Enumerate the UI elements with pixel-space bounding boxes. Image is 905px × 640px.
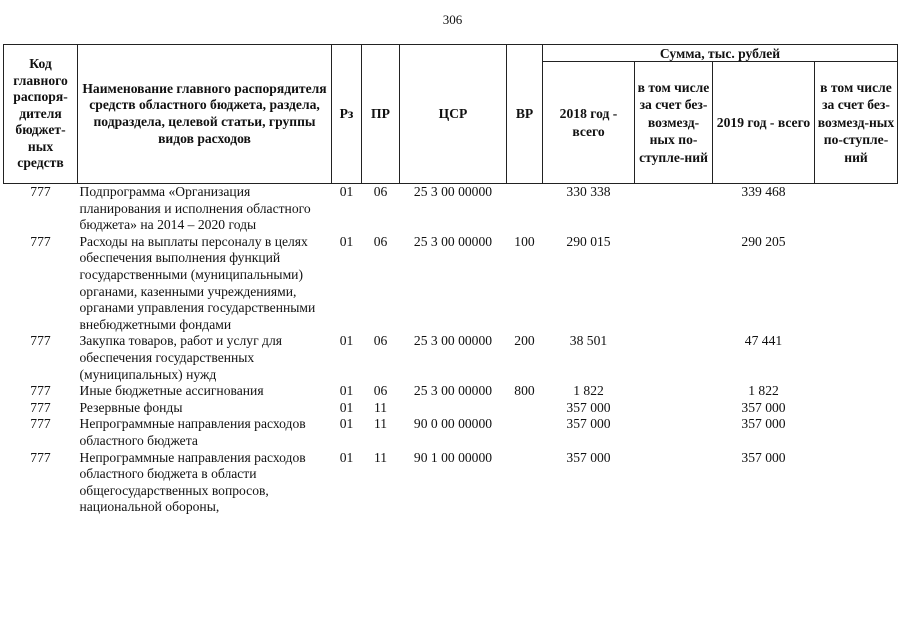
- table-row: [4, 400, 898, 417]
- cell-free-2018: [635, 234, 713, 334]
- cell-pr: 06: [373, 233, 388, 249]
- cell-rz: 01: [339, 333, 354, 349]
- cell-csr: 90 1 00 00000: [413, 449, 493, 465]
- cell-total-2019: 357 000: [741, 416, 786, 432]
- header-rz: Рз: [332, 45, 362, 184]
- table-row: [4, 184, 898, 234]
- header-total-2018: 2018 год - всего: [543, 62, 635, 184]
- header-sum: Сумма, тыс. рублей: [543, 45, 898, 62]
- cell-vr: [507, 184, 543, 234]
- cell-free-2019: [815, 400, 898, 417]
- cell-vr: [507, 416, 543, 449]
- cell-free-2019: [815, 184, 898, 234]
- cell-free-2018: [635, 184, 713, 234]
- cell-csr: [400, 400, 507, 417]
- cell-pr: 11: [373, 449, 388, 465]
- cell-free-2018: [635, 333, 713, 383]
- cell-free-2018: [635, 383, 713, 400]
- header-vr: ВР: [507, 45, 543, 184]
- cell-total-2018: 357 000: [566, 449, 611, 465]
- cell-free-2019: [815, 416, 898, 449]
- cell-total-2019: 339 468: [741, 184, 786, 199]
- cell-free-2018: [635, 450, 713, 516]
- cell-csr: 90 0 00 00000: [413, 416, 493, 432]
- cell-name: Резервные фонды: [79, 399, 183, 415]
- cell-code: 777: [30, 333, 51, 349]
- cell-name: Непрограммные направления расходов областного бюджета: [79, 416, 306, 448]
- cell-code: 777: [30, 383, 51, 399]
- header-csr: ЦСР: [400, 45, 507, 184]
- table-row: [4, 333, 898, 383]
- cell-free-2019: [815, 333, 898, 383]
- header-row: [4, 45, 898, 62]
- header-total-2019: 2019 год - всего: [713, 62, 815, 184]
- cell-name: Непрограммные направления расходов областного бюджета в области общегосударственных вопросов, национальной обороны,: [79, 449, 306, 515]
- cell-free-2018: [635, 400, 713, 417]
- budget-table: [3, 44, 898, 516]
- table-row: [4, 234, 898, 334]
- cell-vr: 800: [514, 383, 535, 399]
- cell-free-2019: [815, 234, 898, 334]
- cell-total-2018: 330 338: [566, 184, 611, 199]
- cell-vr: [507, 400, 543, 417]
- cell-total-2018: 357 000: [566, 416, 611, 432]
- cell-code: 777: [30, 399, 51, 415]
- cell-rz: 01: [339, 416, 354, 432]
- cell-vr: [507, 450, 543, 516]
- cell-csr: 25 3 00 00000: [413, 233, 493, 249]
- cell-total-2019: 1 822: [748, 383, 779, 399]
- cell-rz: 01: [339, 233, 354, 249]
- table-row: [4, 383, 898, 400]
- cell-csr: 25 3 00 00000: [413, 184, 493, 199]
- cell-code: 777: [30, 184, 51, 199]
- cell-pr: 11: [373, 416, 388, 432]
- cell-pr: 06: [373, 333, 388, 349]
- cell-code: 777: [30, 233, 51, 249]
- cell-total-2018: 290 015: [566, 233, 611, 249]
- cell-name: Подпрограмма «Организация планирования и исполнения областного бюджета» на 2014 – 2020 годы: [79, 184, 311, 233]
- cell-rz: 01: [339, 399, 354, 415]
- header-code: Код главного распоря-дителя бюджет-ных средств: [4, 45, 78, 184]
- cell-free-2019: [815, 383, 898, 400]
- cell-name: Расходы на выплаты персоналу в целях обеспечения выполнения функций государственными (муниципальными) органами, казенными учреждениями, органами управления государственными внебюджетными фондами: [79, 233, 316, 332]
- cell-csr: 25 3 00 00000: [413, 333, 493, 349]
- cell-name: Иные бюджетные ассигнования: [79, 383, 264, 399]
- cell-vr: 100: [514, 233, 535, 249]
- cell-total-2018: 38 501: [569, 333, 608, 349]
- cell-pr: 11: [373, 399, 388, 415]
- header-name: Наименование главного распорядителя средств областного бюджета, раздела, подраздела, целевой статьи, группы видов расходов: [78, 45, 332, 184]
- table-row: [4, 416, 898, 449]
- cell-rz: 01: [339, 184, 354, 199]
- cell-total-2019: 357 000: [741, 449, 786, 465]
- cell-code: 777: [30, 416, 51, 432]
- cell-code: 777: [30, 449, 51, 465]
- cell-rz: 01: [339, 449, 354, 465]
- cell-total-2019: 290 205: [741, 233, 786, 249]
- cell-pr: 06: [373, 383, 388, 399]
- cell-free-2019: [815, 450, 898, 516]
- table-row: [4, 450, 898, 516]
- cell-total-2018: 1 822: [573, 383, 604, 399]
- cell-csr: 25 3 00 00000: [413, 383, 493, 399]
- cell-free-2018: [635, 416, 713, 449]
- header-pr: ПР: [362, 45, 400, 184]
- header-free-2018: в том числе за счет без-возмезд-ных по-ступле-ний: [635, 62, 713, 184]
- cell-pr: 06: [373, 184, 388, 199]
- header-free-2019: в том числе за счет без-возмезд-ных по-ступле-ний: [815, 62, 898, 184]
- cell-name: Закупка товаров, работ и услуг для обеспечения государственных (муниципальных) нужд: [79, 333, 283, 382]
- cell-total-2018: 357 000: [566, 399, 611, 415]
- cell-total-2019: 357 000: [741, 399, 786, 415]
- cell-total-2019: 47 441: [744, 333, 783, 349]
- cell-vr: 200: [514, 333, 535, 349]
- page-number: 306: [442, 12, 463, 27]
- cell-rz: 01: [339, 383, 354, 399]
